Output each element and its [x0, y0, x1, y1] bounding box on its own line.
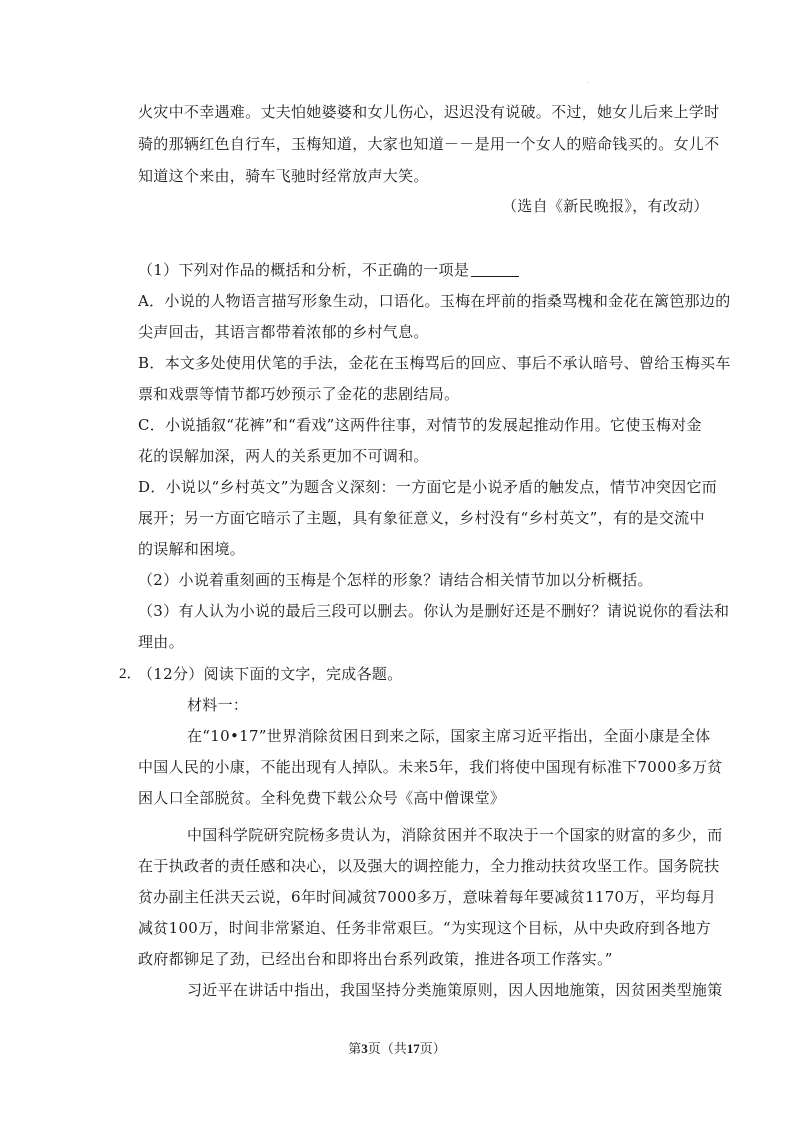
- story-line-1: 火灾中不幸遇难。丈夫怕她婆婆和女儿伤心，迟迟没有说破。不过，她女儿后来上学时: [138, 103, 720, 121]
- option-b-line-1: B．本文多处使用伏笔的手法，金花在玉梅骂后的回应、事后不承认暗号、曾给玉梅买车: [138, 354, 731, 372]
- option-c-line-2: 花的误解加深，两人的关系更加不可调和。: [138, 447, 429, 465]
- para2-line-4: 减贫100万，时间非常紧迫、任务非常艰巨。“为实现这个目标，从中央政府到各地方: [138, 919, 712, 937]
- para2-line-5: 政府都铆足了劲，已经出台和即将出台系列政策，推进各项工作落实。”: [138, 950, 613, 968]
- question-number: 2．: [119, 666, 142, 682]
- answer-blank: [471, 262, 519, 277]
- scan-speck: ·: [587, 80, 589, 87]
- para2-line-2: 在于执政者的责任感和决心，以及强大的调控能力，全力推动扶贫攻坚工作。国务院扶: [138, 857, 720, 875]
- footer-total-pages: 17: [406, 1041, 420, 1056]
- option-b-line-2: 票和戏票等情节都巧妙预示了金花的悲剧结局。: [138, 385, 460, 403]
- para1-line-1: 在“10•17”世界消除贫困日到来之际，国家主席习近平指出，全面小康是全体: [187, 727, 711, 745]
- para1-line-2: 中国人民的小康，不能出现有人掉队。未来5年，我们将使中国现有标准下7000多万贫: [138, 758, 723, 776]
- option-d-line-2: 展开；另一方面它暗示了主题，具有象征意义，乡村没有“乡村英文”，有的是交流中: [138, 509, 705, 527]
- q1-stem-text: （1）下列对作品的概括和分析，不正确的一项是: [138, 261, 470, 279]
- q2-text: （2）小说着重刻画的玉梅是个怎样的形象？请结合相关情节加以分析概括。: [138, 571, 653, 589]
- footer-suffix: 页）: [419, 1042, 446, 1057]
- page-footer: [0, 1040, 794, 1059]
- question-header: （12分）阅读下面的文字，完成各题。: [138, 665, 403, 683]
- para2-line-1: 中国科学院研究院杨多贵认为，消除贫困并不取决于一个国家的财富的多少，而: [187, 826, 723, 844]
- option-c-line-1: C．小说插叙“花裤”和“看戏”这两件往事，对情节的发展起推动作用。它使玉梅对金: [138, 416, 702, 434]
- story-line-3: 知道这个来由，骑车飞驰时经常放声大笑。: [138, 167, 429, 185]
- para2-line-3: 贫办副主任洪天云说，6年时间减贫7000多万，意味着每年要减贫1170万，平均每月: [138, 888, 717, 906]
- option-a-line-1: A．小说的人物语言描写形象生动，口语化。玉梅在坪前的指桑骂槐和金花在篱笆那边的: [138, 292, 731, 310]
- material-label: 材料一：: [187, 696, 249, 714]
- q1-stem: [138, 260, 519, 280]
- para3-line-1: 习近平在讲话中指出，我国坚持分类施策原则，因人因地施策，因贫困类型施策: [187, 981, 723, 999]
- option-a-line-2: 尖声回击，其语言都带着浓郁的乡村气息。: [138, 323, 429, 341]
- footer-prefix: 第: [348, 1042, 362, 1057]
- q3-line-1: （3）有人认为小说的最后三段可以删去。你认为是删好还是不删好？请说说你的看法和: [138, 602, 730, 620]
- footer-middle: 页（共: [367, 1042, 407, 1057]
- story-line-2: 骑的那辆红色自行车，玉梅知道，大家也知道－－是用一个女人的赔命钱买的。女儿不: [138, 135, 720, 153]
- q3-line-2: 理由。: [138, 633, 184, 651]
- option-d-line-3: 的误解和困境。: [138, 540, 246, 558]
- option-d-line-1: D．小说以“乡村英文”为题含义深刻：一方面它是小说矛盾的触发点，情节冲突因它而: [138, 478, 718, 496]
- source-note: （选自《新民晚报》，有改动）: [502, 197, 709, 215]
- para1-line-3: 困人口全部脱贫。全科免费下载公众号《高中僧课堂》: [138, 789, 506, 807]
- footer-page-number: 3: [361, 1041, 368, 1056]
